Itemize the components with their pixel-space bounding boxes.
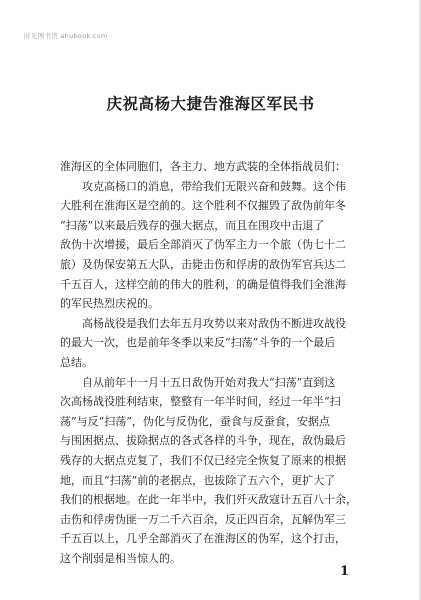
paragraph-continuation — [60, 354, 365, 372]
paragraph-continuation — [60, 236, 365, 254]
text-line: 自从前年十一月十五日敌伪开始对我大“扫荡”直到这 — [82, 375, 336, 389]
paragraph-continuation — [60, 432, 365, 450]
document-title: 庆祝高杨大捷告淮海区军民书 — [106, 94, 315, 113]
text-line: 大胜利在淮海区是空前的。这个胜利不仅摧毁了敌伪前年冬 — [60, 199, 346, 213]
paragraph — [82, 178, 365, 196]
text-line: 荡”与反“扫荡”，伪化与反伪化，蚕食与反蚕食，安据点 — [60, 414, 330, 428]
paragraph-continuation — [60, 256, 365, 274]
paragraph-continuation — [60, 276, 365, 294]
paragraph — [82, 315, 365, 333]
text-line: 高杨战役是我们去年五月攻势以来对敌伪不断进攻战役 — [82, 316, 346, 330]
text-line: 淮海区的全体同胞们，各主力、地方武装的全体指战员们： — [60, 160, 346, 173]
text-line: 旅）及伪保安第五大队，击毙击伤和俘虏的敌伪军官兵达二 — [60, 257, 346, 271]
text-line: 残存的大据点克复了，我们不仅已经完全恢复了原来的根据 — [60, 453, 346, 467]
watermark: 时光图书馆 ahubook.com — [24, 32, 108, 40]
document-body — [60, 158, 365, 567]
paragraph-continuation — [60, 491, 365, 509]
text-line: 攻克高杨口的消息，带给我们无限兴奋和鼓舞。这个伟 — [82, 179, 346, 193]
paragraph-continuation — [60, 217, 365, 235]
text-line: 与围困据点、拔除据点的各式各样的斗争，现在，敌伪最后 — [60, 434, 346, 448]
paragraph-continuation — [60, 295, 365, 313]
text-line: 次高杨战役胜利结束，整整有一年半时间，经过一年半“扫 — [60, 395, 341, 409]
paragraph-continuation — [60, 334, 365, 352]
page-number: 1 — [340, 564, 350, 579]
text-line: 敌伪十次增援，最后全部消灭了伪军主力一个旅（伪七十二 — [60, 238, 346, 252]
paragraph-salutation — [60, 158, 365, 176]
text-line: “扫荡”以来最后残存的强大据点，而且在围攻中击退了 — [60, 218, 325, 232]
text-line: 的军民热烈庆祝的。 — [60, 297, 159, 311]
paragraph-continuation — [60, 197, 365, 215]
text-line: 总结。 — [60, 355, 93, 369]
paragraph-continuation — [60, 452, 365, 470]
paragraph-continuation — [60, 413, 365, 431]
text-line: 这个削弱是相当惊人的。 — [60, 551, 181, 565]
paragraph-continuation — [60, 550, 365, 568]
text-line: 千五百以上，几乎全部消灭了在淮海区的伪军，这个打击， — [60, 532, 346, 546]
paragraph-continuation — [60, 511, 365, 529]
paragraph-continuation — [60, 472, 365, 490]
text-line: 地，而且“扫荡”前的老据点，也拔除了五六个，更扩大了 — [60, 473, 336, 487]
paragraph — [82, 374, 365, 392]
text-line: 千五百人，这样空前的伟大的胜利，的确是值得我们全淮海 — [60, 277, 346, 291]
text-line: 我们的根据地。在此一年半中，我们歼灭敌寇计五百八十余， — [60, 493, 357, 507]
paragraph-continuation — [60, 393, 365, 411]
text-line: 的最大一次，也是前年冬季以来反“扫荡”斗争的一个最后 — [60, 336, 336, 350]
paragraph-continuation — [60, 530, 365, 548]
text-line: 击伤和俘虏伪匪一万二千六百余，反正四百余，瓦解伪军三 — [60, 512, 346, 526]
